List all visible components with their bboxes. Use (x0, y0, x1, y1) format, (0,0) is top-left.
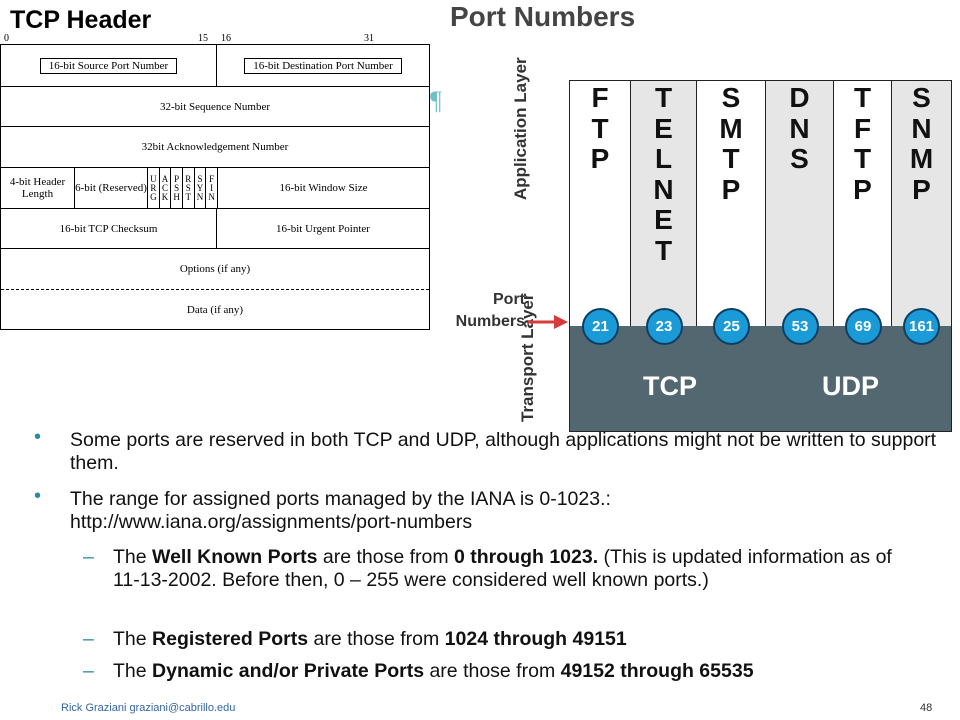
app-letter: S (721, 82, 741, 113)
app-letter: N (653, 173, 674, 205)
app-letter: T (591, 112, 609, 144)
port-circle-21: 21 (582, 308, 619, 345)
sub-bullet-marker: – (83, 628, 94, 650)
sub-bullet-item: The Registered Ports are those from 1024 through 49151 (113, 628, 627, 650)
tcp-protocol-label: TCP (643, 371, 697, 401)
bit-mark-31: 31 (364, 33, 374, 44)
sub-bullet-item: The Dynamic and/or Private Ports are those from 49152 through 65535 (113, 660, 754, 682)
port-circle-161: 161 (903, 308, 940, 345)
bullet-marker: • (34, 485, 42, 507)
tcp-flag-fin: F I N (206, 168, 218, 209)
app-letter: T (722, 143, 740, 174)
port-circle-23: 23 (646, 308, 683, 345)
app-letter: P (853, 173, 872, 205)
bullet-marker: • (34, 426, 42, 448)
header-length-field: 4-bit Header Length (1, 168, 75, 209)
app-column-snmp (892, 81, 951, 326)
port-circle-53: 53 (782, 308, 819, 345)
app-letter: P (912, 173, 931, 205)
sub-bullet-item: The Well Known Ports are those from 0 through 1023. (This is updated information as of 11-13-2002. Before then, 0 – 255 were considered well known ports.) (113, 546, 892, 591)
app-letter: N (789, 112, 810, 144)
source-port-label: 16-bit Source Port Number (40, 58, 177, 74)
app-letter: S (790, 143, 809, 174)
tcp-flag-rst: R S T (183, 168, 195, 209)
app-column-smtp (697, 81, 766, 326)
sequence-number-field: 32-bit Sequence Number (1, 87, 429, 127)
port-numbers-label: Port Numbers (455, 291, 525, 330)
app-letter: M (719, 112, 743, 144)
tcp-flag-syn: S Y N (195, 168, 207, 209)
app-letter: P (590, 143, 610, 174)
app-letter: P (721, 173, 741, 205)
application-layer-label: Application Layer (511, 57, 530, 200)
transport-layer-label: Transport Layer (518, 293, 537, 422)
app-column-dns (766, 81, 834, 326)
bit-mark-0: 0 (4, 33, 9, 44)
port-numbers-diagram (569, 80, 952, 432)
app-letter: T (853, 143, 872, 174)
app-column-tftp (834, 81, 892, 326)
tcp-flag-ack: A C K (160, 168, 172, 209)
window-size-field: 16-bit Window Size (218, 168, 429, 209)
app-letter: T (853, 82, 872, 113)
footer-author: Rick Graziani graziani@cabrillo.edu (61, 702, 236, 714)
sub-bullet-marker: – (83, 660, 94, 682)
app-letter: E (654, 112, 673, 144)
tcp-flag-urg: U R G (148, 168, 160, 209)
bullet-item: The range for assigned ports managed by the IANA is 0-1023.: http://www.iana.org/assignments/port-numbers (70, 488, 611, 533)
tcp-header-diagram (0, 44, 430, 330)
bullet-item: Some ports are reserved in both TCP and UDP, although applications might not be written to support them. (70, 429, 937, 474)
arrow-right-icon (528, 313, 570, 331)
page-number: 48 (920, 702, 933, 714)
bit-mark-15: 15 (198, 33, 208, 44)
data-field: Data (if any) (186, 303, 244, 316)
udp-protocol-label: UDP (822, 371, 880, 401)
sub-bullet-marker: – (83, 546, 94, 568)
app-letter: L (654, 143, 673, 174)
app-letter: T (654, 82, 673, 113)
app-letter: D (789, 82, 810, 113)
app-letter: F (591, 82, 609, 113)
bit-mark-16: 16 (221, 33, 231, 44)
app-letter: M (909, 143, 934, 174)
port-circle-25: 25 (713, 308, 750, 345)
app-column-telnet (631, 81, 697, 326)
tcp-flag-psh: P S H (171, 168, 183, 209)
dest-port-field (217, 45, 429, 87)
dest-port-label: 16-bit Destination Port Number (244, 58, 402, 74)
reserved-field: 6-bit (Reserved) (75, 168, 148, 209)
port-numbers-title: Port Numbers (450, 1, 636, 32)
app-column-ftp (570, 81, 631, 326)
app-letter: S (912, 82, 931, 113)
transport-layer-band (570, 326, 951, 431)
checksum-field: 16-bit TCP Checksum (1, 209, 217, 249)
app-letter: N (911, 112, 932, 144)
app-letter: F (853, 112, 872, 144)
tcp-header-title: TCP Header (10, 6, 152, 34)
port-circle-69: 69 (845, 308, 882, 345)
ack-number-field: 32bit Acknowledgement Number (1, 127, 429, 168)
source-port-field (1, 45, 217, 87)
app-letter: T (654, 234, 673, 266)
options-field: Options (if any) (1, 249, 429, 290)
decorative-mark: ¶ (430, 86, 442, 115)
urgent-pointer-field: 16-bit Urgent Pointer (217, 209, 429, 249)
app-letter: E (654, 204, 673, 235)
